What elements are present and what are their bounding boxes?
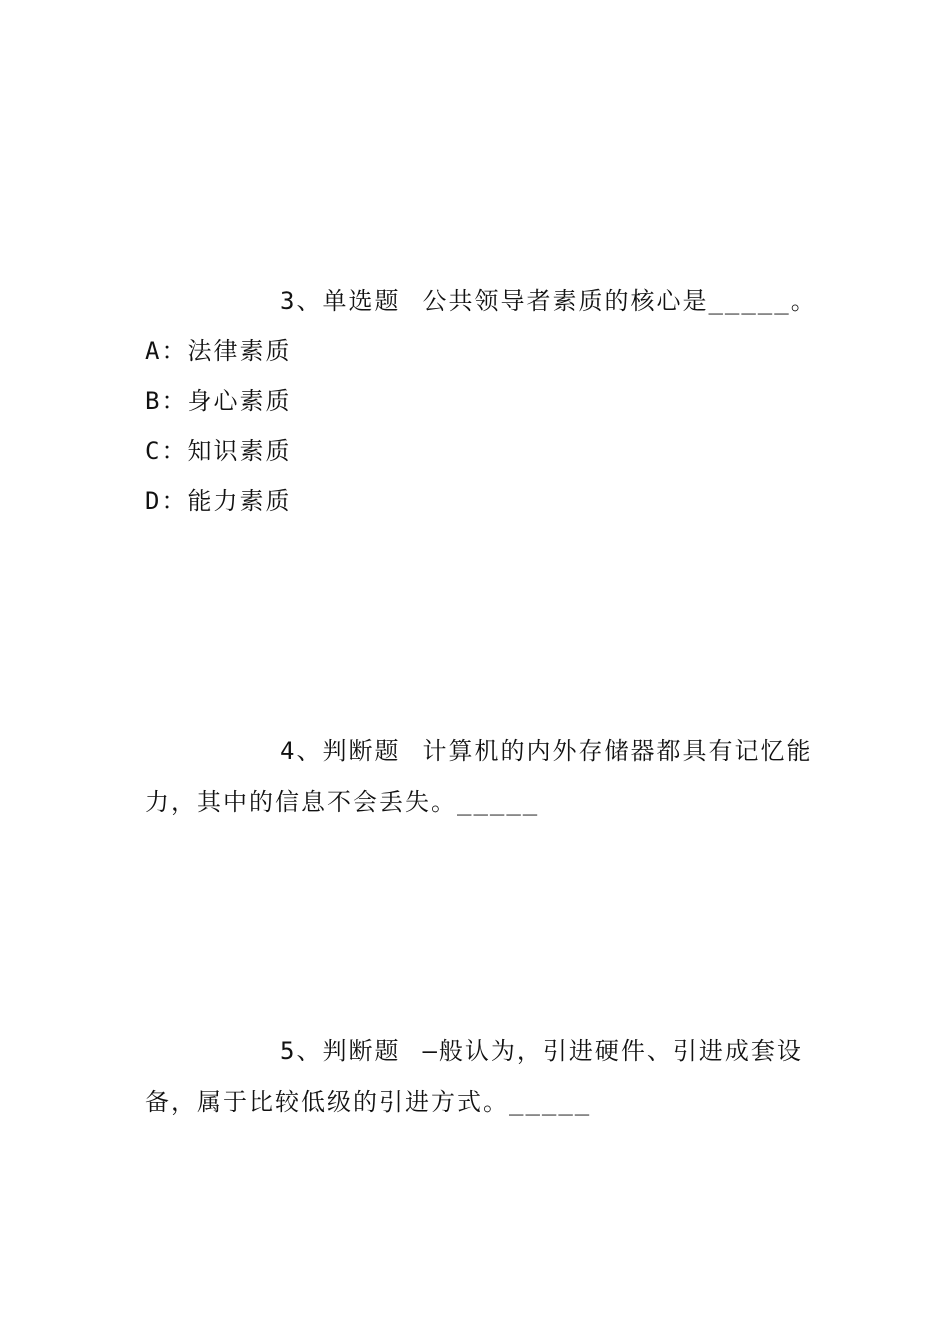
- question-4-number: 4、判断题: [280, 737, 401, 765]
- question-3-header: [280, 285, 817, 317]
- question-3-option-c: C：知识素质: [145, 437, 292, 465]
- question-5-header: [280, 1035, 803, 1067]
- question-3-number: 3、单选题: [280, 287, 401, 315]
- question-3-option-d: D：能力素质: [145, 487, 292, 515]
- question-4-header: [280, 735, 812, 767]
- question-5-stem-line2: 备，属于比较低级的引进方式。_____: [145, 1088, 592, 1116]
- question-5-number: 5、判断题: [280, 1037, 401, 1065]
- question-5-stem-line1: —般认为，引进硬件、引进成套设: [422, 1037, 803, 1065]
- question-4-stem-line2: 力，其中的信息不会丢失。_____: [145, 788, 540, 816]
- question-3-stem: 公共领导者素质的核心是_____。: [422, 287, 817, 315]
- question-3-option-a: A：法律素质: [145, 337, 292, 365]
- question-4-stem-line1: 计算机的内外存储器都具有记忆能: [422, 737, 813, 765]
- question-3-option-b: B：身心素质: [145, 387, 292, 415]
